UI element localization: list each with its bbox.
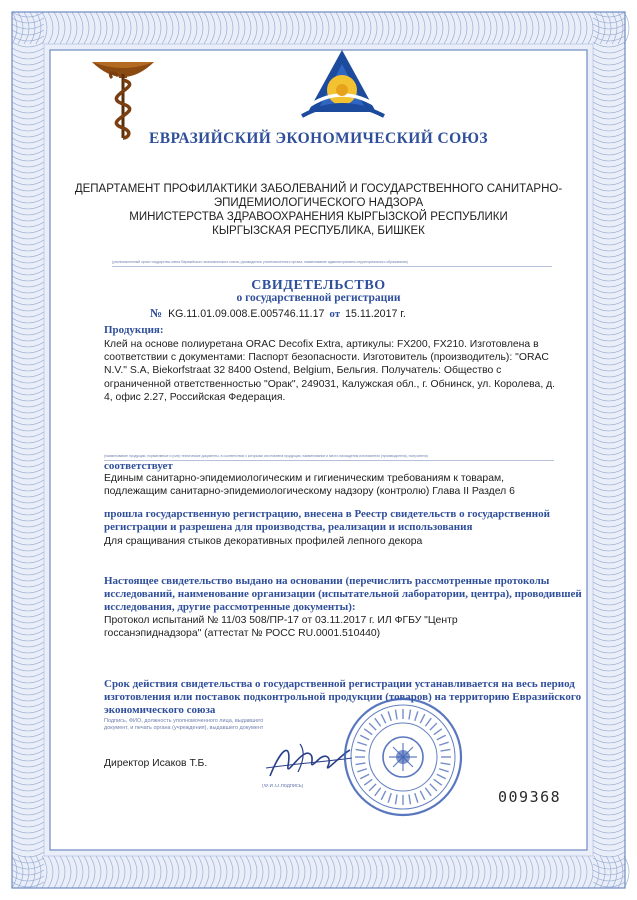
number-sign: № xyxy=(150,306,163,320)
certificate-number: KG.11.01.09.008.Е.005746.11.17 xyxy=(168,308,325,320)
department-line-4: КЫРГЫЗСКАЯ РЕСПУБЛИКА, БИШКЕК xyxy=(212,225,425,237)
basis-text: Протокол испытаний № 11/03 508/ПР-17 от 03.11.2017 г. ИЛ ФГБУ "Центр госсанэпиднадзора" (аттестат № РОСС RU.0001.510440) xyxy=(104,615,458,640)
complies-text: Единым санитарно-эпидемиологическим и гигиеническим требованиям к товарам, подлежащим санитарно-эпидемиологическому надзору (контролю) Глава II Раздел 6 xyxy=(104,473,515,498)
director-name: Директор Исаков Т.Б. xyxy=(104,758,208,769)
organ-hint: (уполномоченный орган государства-члена Евразийского экономического союза, руководитель уполномоченного органа, наименование административно-территориального образования) xyxy=(112,260,408,264)
certificate-title: СВИДЕТЕЛЬСТВО xyxy=(251,278,386,293)
department-line-1: ДЕПАРТАМЕНТ ПРОФИЛАКТИКИ ЗАБОЛЕВАНИЙ И ГОСУДАРСТВЕННОГО САНИТАРНО- xyxy=(74,183,563,195)
eaeu-emblem-icon xyxy=(296,46,388,130)
official-seal-icon xyxy=(342,696,464,818)
department-line-2: ЭПИДЕМИОЛОГИЧЕСКОГО НАДЗОРА xyxy=(213,197,424,209)
certificate-date: 15.11.2017 г. xyxy=(345,308,406,320)
basis-label: Настоящее свидетельство выдано на основании (перечислить рассмотренные протоколы исследований, наименование организации (испытательной лаборатории, центра), проводившей исследования, другие рассмотренные документы): xyxy=(104,575,582,613)
certificate-subtitle: о государственной регистрации xyxy=(236,292,401,304)
union-title: ЕВРАЗИЙСКИЙ ЭКОНОМИЧЕСКИЙ СОЮЗ xyxy=(149,130,488,147)
products-hint: (наименование продукции, нормативные и (или) технические документы, в соответствии с которыми изготовлена продукция, наименование и место нахождения изготовителя (производителя), получателя) xyxy=(104,454,428,458)
date-from-label: от xyxy=(329,308,341,320)
registration-text: прошла государственную регистрацию, внесена в Реестр свидетельств о государственной регистрации и разрешена для производства, реализации и использования xyxy=(104,508,550,533)
caduceus-emblem-icon xyxy=(88,52,158,142)
purpose-text: Для сращивания стыков декоративных профилей лепного декора xyxy=(104,536,423,547)
fio-hint: (Ф.И.О.подпись) xyxy=(262,784,304,788)
department-line-3: МИНИСТЕРСТВА ЗДРАВООХРАНЕНИЯ КЫРГЫЗСКОЙ РЕСПУБЛИКИ xyxy=(129,211,508,223)
signature-icon xyxy=(262,736,354,786)
organ-underline xyxy=(112,266,552,267)
complies-label: соответствует xyxy=(104,460,173,472)
validity-text: Срок действия свидетельства о государственной регистрации устанавливается на весь период изготовления или поставок подконтрольной продукции (товаров) на территорию Евразийского экономического союза xyxy=(104,678,582,716)
certificate-number-row xyxy=(150,306,406,321)
products-text: Клей на основе полиуретана ORAC Decofix Extra, артикулы: FX200, FX210. Изготовлена в соответствии с документами: Паспорт безопасности. Изготовитель (производитель): "ORAC N.V." S.A, Biekorfstraat 32 8400 Ostend, Belgium, Бельгия. Получатель: Общество с ограниченной ответственностью "Орак", 249031, Калужская обл., г. Обнинск, ул. Королева, д. 4, офис 2.27, Российская Федерация. xyxy=(104,339,556,403)
products-label: Продукция: xyxy=(104,324,164,336)
serial-number: 009368 xyxy=(498,788,562,806)
signature-hint: Подпись, ФИО, должность уполномоченного лица, выдавшего документ, и печать органа (учреждения), выдавшего документ xyxy=(104,718,264,731)
